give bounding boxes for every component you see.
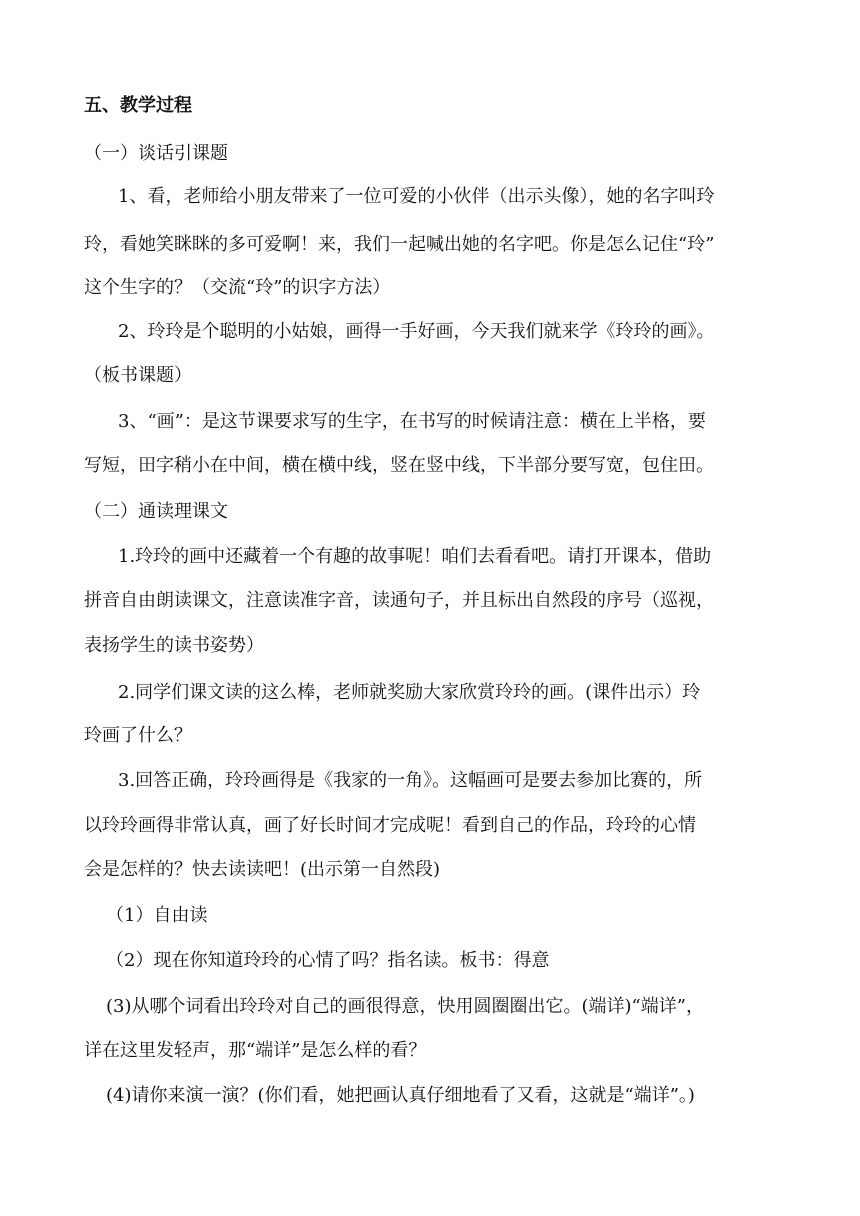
paragraph-line: 玲，看她笑眯眯的多可爱啊！来，我们一起喊出她的名字吧。你是怎么记住“玲” <box>84 234 715 255</box>
paragraph-line: （板书课题） <box>84 365 192 386</box>
section-heading: 五、教学过程 <box>84 95 192 116</box>
paragraph-line: 3、“画”：是这节课要求写的生字，在书写的时候请注意：横在上半格，要 <box>118 411 706 432</box>
paragraph-line: 表扬学生的读书姿势） <box>84 635 264 656</box>
list-item: (4)请你来演一演？(你们看，她把画认真仔细地看了又看，这就是“端详”。) <box>106 1085 695 1106</box>
list-item: (3)从哪个词看出玲玲对自己的画很得意，快用圆圈圈出它。(端详)“端详”， <box>106 996 704 1017</box>
paragraph-line: 详在这里发轻声，那“端详”是怎么样的看？ <box>84 1040 427 1061</box>
paragraph-line: 写短，田字稍小在中间，横在横中线，竖在竖中线，下半部分要写宽，包住田。 <box>84 455 714 476</box>
subsection-title: （一）谈话引课题 <box>84 143 228 164</box>
paragraph-line: 会是怎样的？快去读读吧！(出示第一自然段) <box>84 859 441 880</box>
list-item: （2）现在你知道玲玲的心情了吗？指名读。板书：得意 <box>106 950 550 971</box>
paragraph-line: 拼音自由朗读课文，注意读准字音，读通句子，并且标出自然段的序号（巡视， <box>84 590 714 611</box>
paragraph-line: 这个生字的？（交流“玲”的识字方法） <box>84 277 391 298</box>
list-item: （1）自由读 <box>106 905 208 926</box>
paragraph-line: 1.玲玲的画中还藏着一个有趣的故事呢！咱们去看看吧。请打开课本，借助 <box>118 546 712 567</box>
paragraph-line: 2、玲玲是个聪明的小姑娘，画得一手好画，今天我们就来学《玲玲的画》。 <box>118 321 715 342</box>
subsection-title: （二）通读理课文 <box>84 501 228 522</box>
paragraph-line: 3.回答正确，玲玲画得是《我家的一角》。这幅画可是要去参加比赛的，所 <box>118 770 703 791</box>
paragraph-line: 2.同学们课文读的这么棒，老师就奖励大家欣赏玲玲的画。(课件出示）玲 <box>118 682 701 703</box>
paragraph-line: 玲画了什么？ <box>84 725 192 746</box>
paragraph-line: 以玲玲画得非常认真，画了好长时间才完成呢！看到自己的作品，玲玲的心情 <box>84 815 696 836</box>
paragraph-line: 1、看，老师给小朋友带来了一位可爱的小伙伴（出示头像），她的名字叫玲 <box>118 186 715 207</box>
